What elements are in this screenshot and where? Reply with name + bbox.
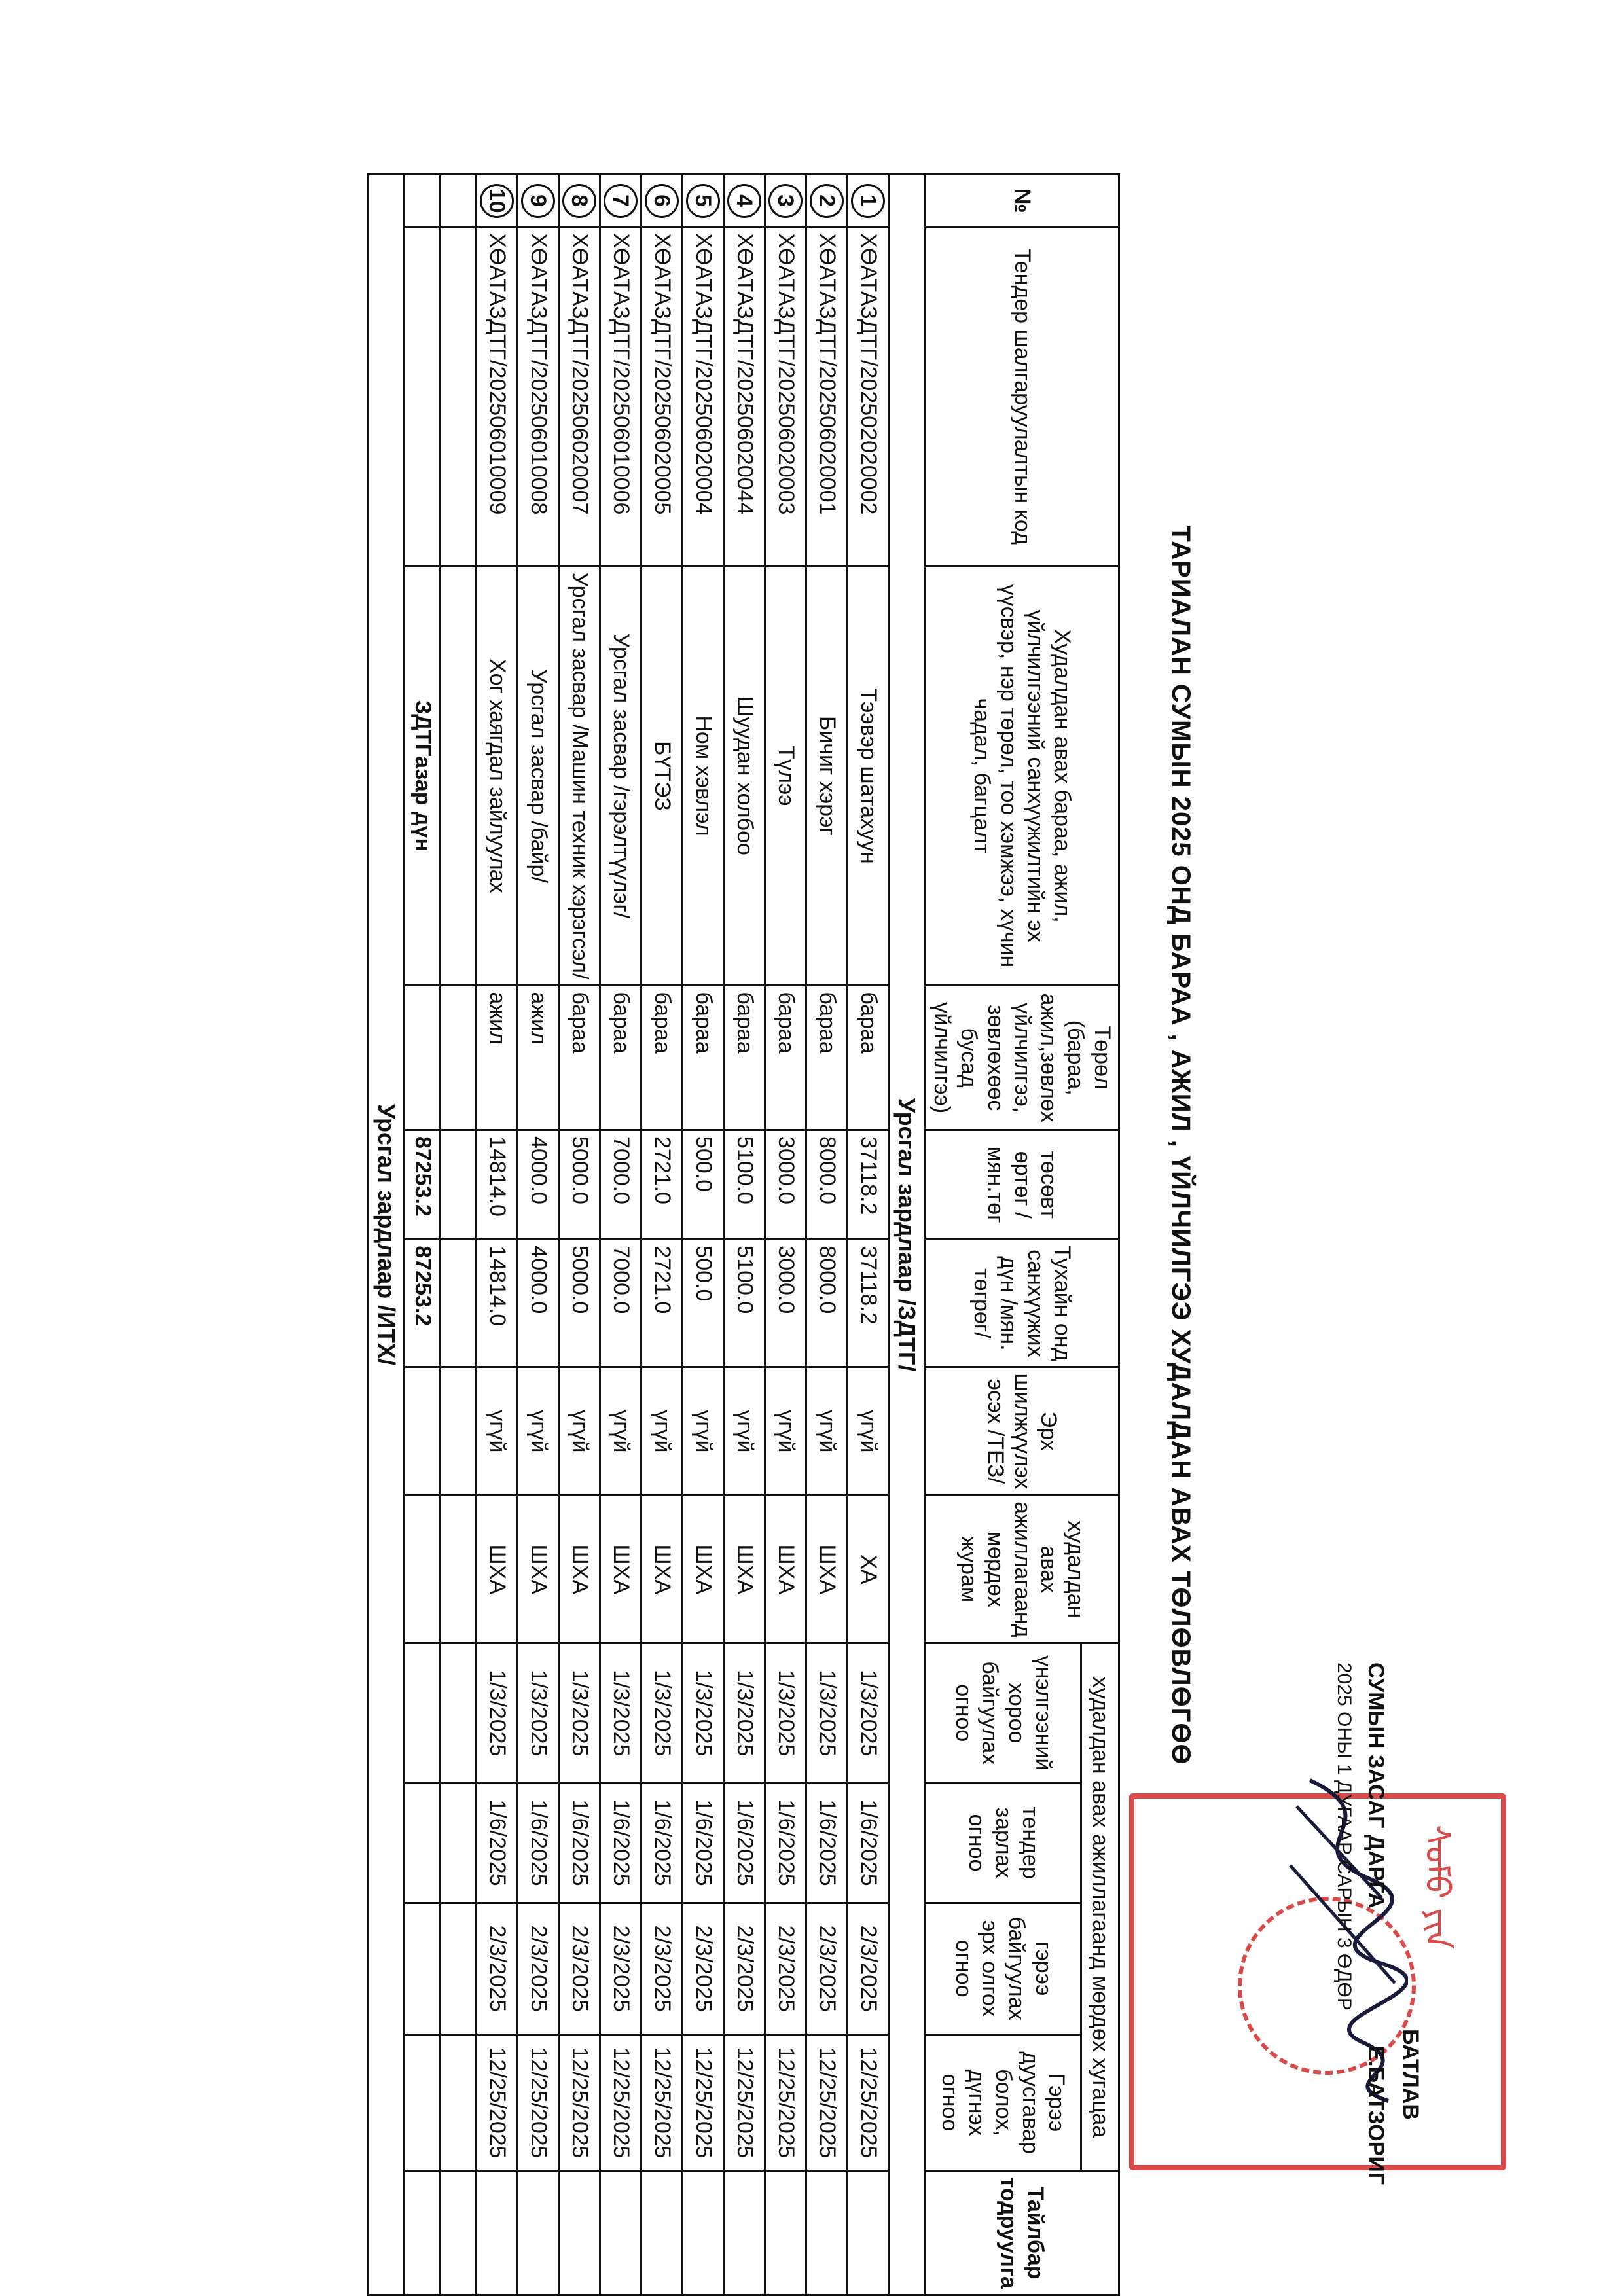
cell-item: Урсгал засвар /гэрэлтүүлэг/ — [600, 566, 641, 986]
cell-method: ХА — [848, 1496, 889, 1643]
cell-d4: 12/25/2025 — [559, 2034, 600, 2171]
section-title: Урсгал зардлаар /ЗДТГ/ — [889, 175, 925, 2295]
total-blank — [405, 227, 441, 566]
table-row — [806, 175, 848, 2295]
header-note: Тайлбар тодруулга — [925, 2171, 1119, 2295]
cell-authority: үгүй — [518, 1367, 559, 1496]
cell-type: бараа — [765, 986, 806, 1130]
cell-d3: 2/3/2025 — [848, 1903, 889, 2034]
empty-cell — [441, 227, 477, 566]
cell-d1: 1/3/2025 — [559, 1643, 600, 1783]
row-number — [518, 175, 559, 227]
cell-type: бараа — [806, 986, 848, 1130]
cell-d2: 1/6/2025 — [848, 1783, 889, 1903]
cell-d1: 1/3/2025 — [765, 1643, 806, 1783]
cell-note — [765, 2171, 806, 2295]
cell-authority: үгүй — [765, 1367, 806, 1496]
empty-cell — [441, 1496, 477, 1643]
cell-authority: үгүй — [600, 1367, 641, 1496]
cell-fund: 500.0 — [683, 1240, 724, 1367]
header-row — [1081, 175, 1119, 2295]
cell-authority: үгүй — [848, 1367, 889, 1496]
total-label: ЗДТГазар дүн — [405, 566, 441, 986]
cell-d1: 1/3/2025 — [518, 1643, 559, 1783]
table-row — [559, 175, 600, 2295]
row-number — [641, 175, 683, 227]
total-blank — [405, 1367, 441, 1496]
cell-d2: 1/6/2025 — [765, 1783, 806, 1903]
cell-d3: 2/3/2025 — [477, 1903, 518, 2034]
cell-fund: 3000.0 — [765, 1240, 806, 1367]
cell-code: ХӨАТАЗДТГ/202502020002 — [848, 227, 889, 566]
empty-cell — [441, 2171, 477, 2295]
cell-d2: 1/6/2025 — [724, 1783, 765, 1903]
cell-method: ШХА — [600, 1496, 641, 1643]
cell-d3: 2/3/2025 — [683, 1903, 724, 2034]
cell-d3: 2/3/2025 — [765, 1903, 806, 2034]
table-row — [765, 175, 806, 2295]
header-d1: үнэлгээний хороо байгуулах огноо — [925, 1643, 1081, 1783]
cell-item: Шуудан холбоо — [724, 566, 765, 986]
cell-item: Тээвэр шатахуун — [848, 566, 889, 986]
row-number-circle: 4 — [727, 184, 761, 218]
cell-note — [848, 2171, 889, 2295]
cell-type: бараа — [848, 986, 889, 1130]
cell-budget: 500.0 — [683, 1130, 724, 1239]
total-blank — [405, 2034, 441, 2171]
cell-code: ХӨАТАЗДТГ/202506010008 — [518, 227, 559, 566]
table-row — [724, 175, 765, 2295]
row-number-circle: 6 — [645, 184, 679, 218]
cell-method: ШХА — [641, 1496, 683, 1643]
total-blank — [405, 1643, 441, 1783]
row-number-circle: 10 — [480, 184, 514, 218]
header-budget: төсөвт өртөг /мян.төг — [925, 1130, 1119, 1239]
header-d4: Гэрээ дуусгавар болох, дүгнэх огноо — [925, 2034, 1081, 2171]
cell-d2: 1/6/2025 — [641, 1783, 683, 1903]
cell-d3: 2/3/2025 — [600, 1903, 641, 2034]
cell-note — [683, 2171, 724, 2295]
approval-position-text: СУМЫН ЗАСАГ ДАРГА — [1363, 1662, 1389, 1909]
total-row — [405, 175, 441, 2295]
footer-section-row — [369, 175, 405, 2295]
row-number — [806, 175, 848, 227]
cell-code: ХӨАТАЗДТГ/202506020001 — [806, 227, 848, 566]
total-blank — [405, 1496, 441, 1643]
cell-d2: 1/6/2025 — [806, 1783, 848, 1903]
cell-method: ШХА — [518, 1496, 559, 1643]
cell-type: бараа — [724, 986, 765, 1130]
cell-d3: 2/3/2025 — [806, 1903, 848, 2034]
cell-item: Түлээ — [765, 566, 806, 986]
header-d2: тендер зарлах огноо — [925, 1783, 1081, 1903]
cell-d1: 1/3/2025 — [848, 1643, 889, 1783]
empty-cell — [441, 2034, 477, 2171]
empty-cell — [441, 1783, 477, 1903]
table-row — [683, 175, 724, 2295]
cell-fund: 7000.0 — [600, 1240, 641, 1367]
row-number — [559, 175, 600, 227]
cell-type: ажил — [477, 986, 518, 1130]
cell-authority: үгүй — [806, 1367, 848, 1496]
approval-position — [1359, 1662, 1394, 2251]
cell-method: ШХА — [806, 1496, 848, 1643]
cell-d1: 1/3/2025 — [477, 1643, 518, 1783]
empty-row — [441, 175, 477, 2295]
empty-cell — [441, 566, 477, 986]
page-title: ТАРИАЛАН СУМЫН 2025 ОНД БАРАА , АЖИЛ , ҮЙЛЧИЛГЭЭ ХУДАЛДАН АВАХ ТӨЛӨВЛӨГӨӨ — [1166, 526, 1195, 1765]
cell-budget: 37118.2 — [848, 1130, 889, 1239]
cell-d3: 2/3/2025 — [641, 1903, 683, 2034]
cell-d3: 2/3/2025 — [724, 1903, 765, 2034]
cell-d2: 1/6/2025 — [477, 1783, 518, 1903]
cell-d1: 1/3/2025 — [724, 1643, 765, 1783]
footer-section-title: Урсгал зардлаар /ИТХ/ — [369, 175, 405, 2295]
cell-d2: 1/6/2025 — [518, 1783, 559, 1903]
empty-cell — [441, 175, 477, 227]
cell-item: Урсгал засвар /Машин техник хэрэгсэл/ — [559, 566, 600, 986]
empty-cell — [441, 1903, 477, 2034]
cell-fund: 14814.0 — [477, 1240, 518, 1367]
cell-authority: үгүй — [641, 1367, 683, 1496]
header-method: худалдан авах ажиллагаанд мөрдөх журам — [925, 1496, 1119, 1643]
cell-item: БҮТЭЗ — [641, 566, 683, 986]
stamp-script: ᠰᠤᠮᠤ ᠶᠢᠨ — [1418, 1825, 1456, 1950]
cell-budget: 8000.0 — [806, 1130, 848, 1239]
total-budget: 87253.2 — [405, 1130, 441, 1239]
cell-type: бараа — [641, 986, 683, 1130]
cell-note — [600, 2171, 641, 2295]
cell-type: бараа — [559, 986, 600, 1130]
cell-d4: 12/25/2025 — [477, 2034, 518, 2171]
cell-authority: үгүй — [477, 1367, 518, 1496]
cell-item: Бичиг хэрэг — [806, 566, 848, 986]
cell-note — [559, 2171, 600, 2295]
cell-method: ШХА — [724, 1496, 765, 1643]
cell-note — [518, 2171, 559, 2295]
row-number — [477, 175, 518, 227]
cell-d2: 1/6/2025 — [683, 1783, 724, 1903]
row-number-circle: 5 — [686, 184, 720, 218]
cell-fund: 4000.0 — [518, 1240, 559, 1367]
cell-code: ХӨАТАЗДТГ/202506020004 — [683, 227, 724, 566]
cell-d4: 12/25/2025 — [641, 2034, 683, 2171]
cell-fund: 5000.0 — [559, 1240, 600, 1367]
cell-method: ШХА — [683, 1496, 724, 1643]
cell-code: ХӨАТАЗДТГ/202506020044 — [724, 227, 765, 566]
cell-budget: 2721.0 — [641, 1130, 683, 1239]
cell-item: Хог хаягдал зайлуулах — [477, 566, 518, 986]
cell-fund: 37118.2 — [848, 1240, 889, 1367]
cell-d1: 1/3/2025 — [641, 1643, 683, 1783]
empty-cell — [441, 1130, 477, 1239]
table-row — [600, 175, 641, 2295]
cell-authority: үгүй — [683, 1367, 724, 1496]
cell-budget: 5100.0 — [724, 1130, 765, 1239]
cell-d4: 12/25/2025 — [683, 2034, 724, 2171]
cell-method: ШХА — [765, 1496, 806, 1643]
empty-cell — [441, 986, 477, 1130]
total-blank — [405, 175, 441, 227]
cell-d4: 12/25/2025 — [765, 2034, 806, 2171]
header-code: Тендер шалгаруулалтын код — [925, 227, 1119, 566]
table-row — [641, 175, 683, 2295]
cell-authority: үгүй — [724, 1367, 765, 1496]
cell-item: Ном хэвлэл — [683, 566, 724, 986]
row-number-circle: 3 — [768, 184, 803, 218]
cell-d4: 12/25/2025 — [724, 2034, 765, 2171]
row-number — [765, 175, 806, 227]
cell-code: ХӨАТАЗДТГ/202506020003 — [765, 227, 806, 566]
cell-code: ХӨАТАЗДТГ/202506020005 — [641, 227, 683, 566]
row-number-circle: 2 — [810, 184, 844, 218]
cell-budget: 7000.0 — [600, 1130, 641, 1239]
total-blank — [405, 1903, 441, 2034]
cell-d3: 2/3/2025 — [518, 1903, 559, 2034]
row-number — [683, 175, 724, 227]
cell-code: ХӨАТАЗДТГ/202506010006 — [600, 227, 641, 566]
section-row — [889, 175, 925, 2295]
total-blank — [405, 1783, 441, 1903]
table-row — [518, 175, 559, 2295]
header-type: Төрөл (бараа, ажил,зөвлөх үйлчилгээ, зөвлөхөөс бусад үйлчилгээ) — [925, 986, 1119, 1130]
table-row — [477, 175, 518, 2295]
approval-heading: БАТЛАВ — [1398, 2029, 1423, 2120]
header-fund: Тухайн онд санхүүжих дүн /мян. төгрөг/ — [925, 1240, 1119, 1367]
cell-budget: 3000.0 — [765, 1130, 806, 1239]
cell-d1: 1/3/2025 — [806, 1643, 848, 1783]
cell-note — [477, 2171, 518, 2295]
header-d3: гэрээ байгуулах эрх олгох огноо — [925, 1903, 1081, 2034]
cell-fund: 2721.0 — [641, 1240, 683, 1367]
cell-code: ХӨАТАЗДТГ/202506020007 — [559, 227, 600, 566]
cell-d4: 12/25/2025 — [806, 2034, 848, 2171]
row-number-circle: 7 — [604, 184, 638, 218]
cell-note — [806, 2171, 848, 2295]
approval-date: 2025 ОНЫ 1 ДУГААР САРЫН 3 ӨДӨР — [1333, 1662, 1355, 2011]
row-number-circle: 1 — [851, 184, 885, 218]
row-number-circle: 9 — [521, 184, 555, 218]
cell-fund: 5100.0 — [724, 1240, 765, 1367]
cell-code: ХӨАТАЗДТГ/202506010009 — [477, 227, 518, 566]
cell-note — [724, 2171, 765, 2295]
approval-name: Е.БАТЗОРИГ — [1363, 2045, 1389, 2185]
cell-budget: 4000.0 — [518, 1130, 559, 1239]
cell-d4: 12/25/2025 — [848, 2034, 889, 2171]
cell-budget: 5000.0 — [559, 1130, 600, 1239]
procurement-plan-table — [367, 173, 1120, 2296]
cell-fund: 8000.0 — [806, 1240, 848, 1367]
approval-block — [1328, 1662, 1428, 2251]
cell-d2: 1/6/2025 — [559, 1783, 600, 1903]
cell-d2: 1/6/2025 — [600, 1783, 641, 1903]
cell-note — [641, 2171, 683, 2295]
empty-cell — [441, 1240, 477, 1367]
cell-d1: 1/3/2025 — [683, 1643, 724, 1783]
row-number — [848, 175, 889, 227]
header-item: Худалдан авах бараа, ажил, үйлчилгээний санхүүжилтийн эх үүсвэр, нэр төрөл, тоо хэмжээ, хүчин чадал, багцалт — [925, 566, 1119, 986]
table-row — [848, 175, 889, 2295]
cell-type: бараа — [683, 986, 724, 1130]
row-number-circle: 8 — [562, 184, 596, 218]
cell-method: ШХА — [559, 1496, 600, 1643]
total-fund: 87253.2 — [405, 1240, 441, 1367]
cell-item: Урсгал засвар /байр/ — [518, 566, 559, 986]
row-number — [724, 175, 765, 227]
cell-budget: 14814.0 — [477, 1130, 518, 1239]
empty-cell — [441, 1367, 477, 1496]
cell-d1: 1/3/2025 — [600, 1643, 641, 1783]
total-blank — [405, 986, 441, 1130]
header-authority: Эрх шилжүүлэх эсэх /ТЕЗ/ — [925, 1367, 1119, 1496]
cell-method: ШХА — [477, 1496, 518, 1643]
cell-authority: үгүй — [559, 1367, 600, 1496]
cell-d3: 2/3/2025 — [559, 1903, 600, 2034]
cell-d4: 12/25/2025 — [600, 2034, 641, 2171]
header-no: № — [925, 175, 1119, 227]
header-timeline-group: худалдан авах ажиллагаанд мөрдөх хугацаа — [1081, 1643, 1119, 2171]
cell-type: бараа — [600, 986, 641, 1130]
cell-type: ажил — [518, 986, 559, 1130]
row-number — [600, 175, 641, 227]
total-blank — [405, 2171, 441, 2295]
empty-cell — [441, 1643, 477, 1783]
cell-d4: 12/25/2025 — [518, 2034, 559, 2171]
